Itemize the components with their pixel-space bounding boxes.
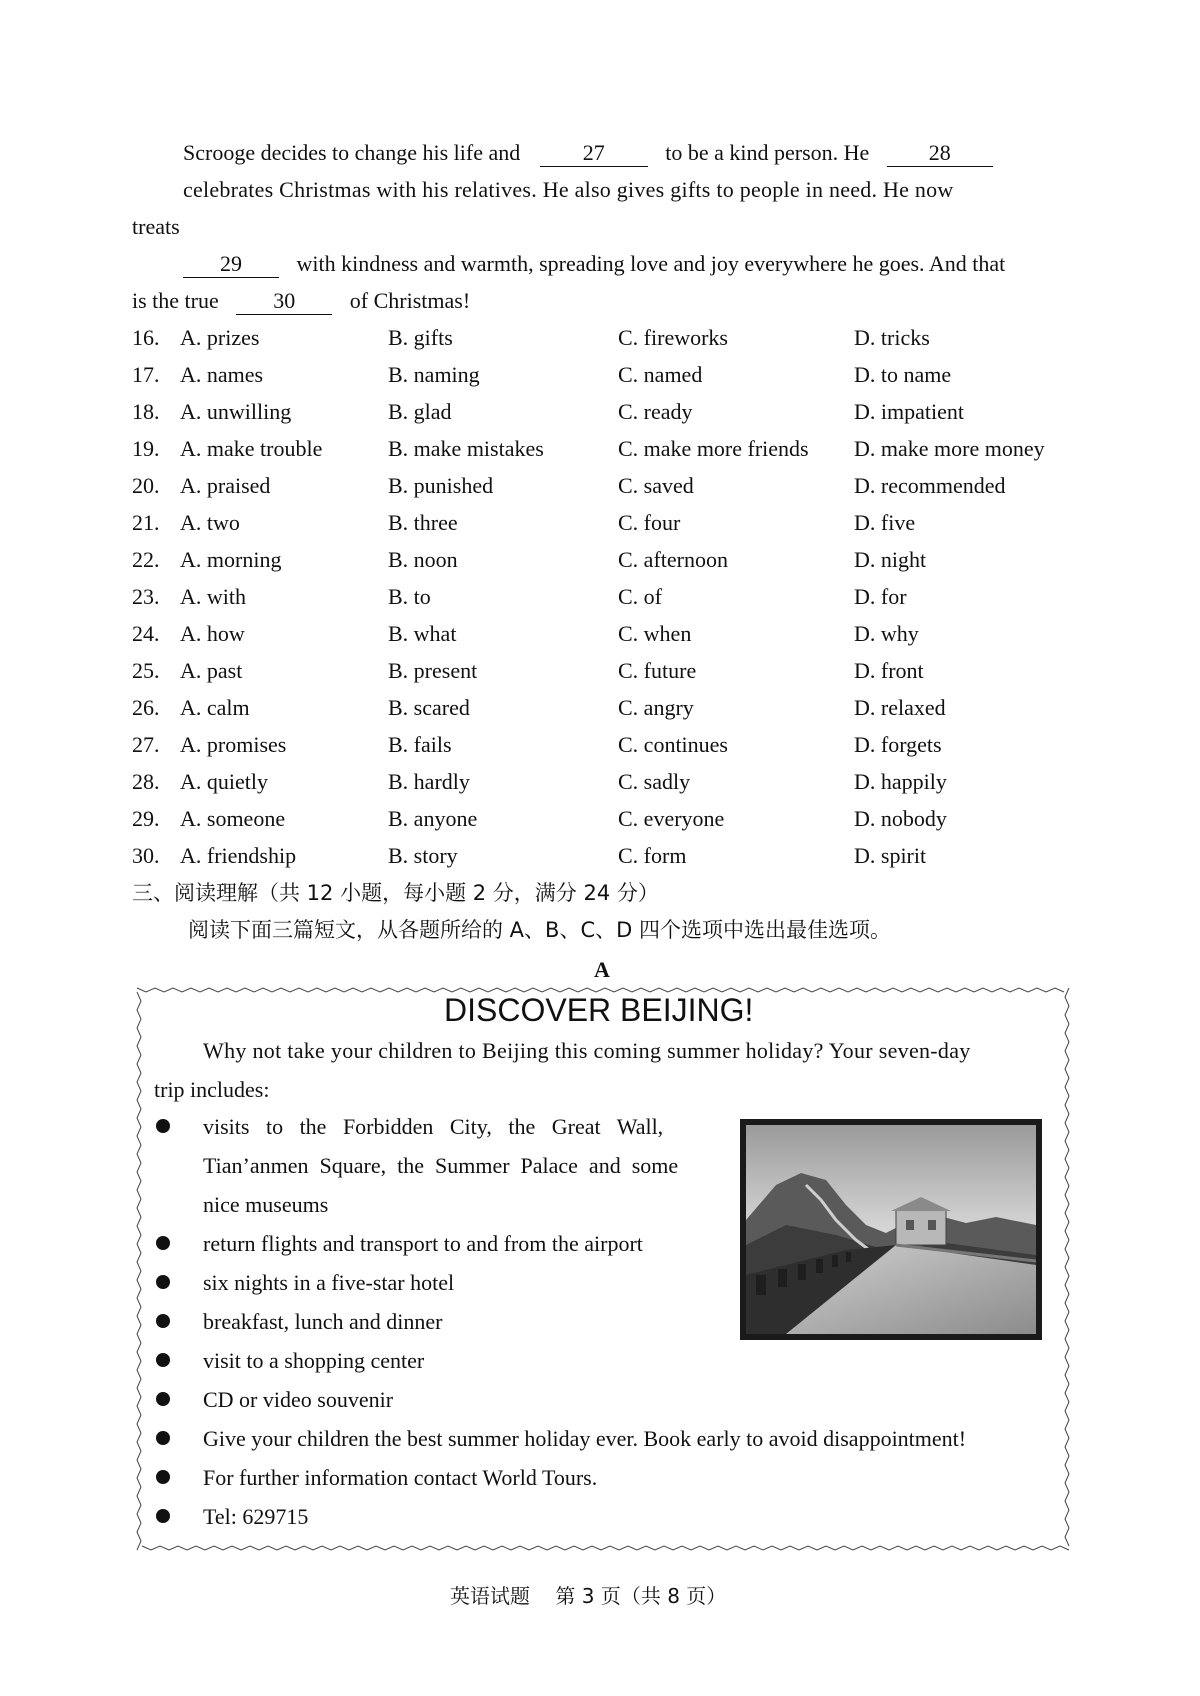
question-row [132, 804, 1092, 841]
ad-title: DISCOVER BEIJING! [444, 992, 754, 1028]
question-number: 16. [132, 325, 160, 350]
question-row [132, 323, 1092, 360]
question-row [132, 434, 1092, 471]
ad-visits-line-1: visits to the Forbidden City, the Great Wall, [203, 1114, 664, 1139]
option-d: D. make more money [854, 436, 1045, 461]
question-number: 28. [132, 769, 160, 794]
passage-text: to be a kind person. He [665, 140, 870, 165]
passage-line-2: celebrates Christmas with his relatives. He also gives gifts to people in need. He now [183, 177, 954, 202]
question-row [132, 397, 1092, 434]
question-number: 21. [132, 510, 160, 535]
bullet-icon [156, 1431, 170, 1445]
ad-bullet-item: Tel: 629715 [203, 1504, 309, 1529]
option-a: A. quietly [180, 769, 268, 794]
question-row [132, 841, 1092, 878]
option-d: D. spirit [854, 843, 927, 868]
ad-bullet-item: breakfast, lunch and dinner [203, 1309, 443, 1334]
question-row [132, 656, 1092, 693]
option-c: C. of [618, 584, 662, 609]
option-d: D. impatient [854, 399, 964, 424]
option-c: C. everyone [618, 806, 725, 831]
option-a: A. morning [180, 547, 282, 572]
option-b: B. present [388, 658, 478, 683]
option-a: A. how [180, 621, 245, 646]
option-c: C. afternoon [618, 547, 728, 572]
question-number: 20. [132, 473, 160, 498]
question-row [132, 619, 1092, 656]
ad-intro-line-1: Why not take your children to Beijing this coming summer holiday? Your seven-day [203, 1038, 971, 1063]
bullet-icon [156, 1392, 170, 1406]
option-a: A. someone [180, 806, 286, 831]
question-row [132, 582, 1092, 619]
option-c: C. continues [618, 732, 728, 757]
passage-text: of Christmas! [349, 288, 471, 313]
option-c: C. fireworks [618, 325, 728, 350]
passage-line-5 [132, 286, 470, 316]
question-row [132, 508, 1092, 545]
option-d: D. to name [854, 362, 952, 387]
ad-visits-line-3: nice museums [203, 1192, 329, 1217]
ad-bullet-item: CD or video souvenir [203, 1387, 394, 1412]
question-number: 29. [132, 806, 160, 831]
question-number: 19. [132, 436, 160, 461]
option-a: A. make trouble [180, 436, 323, 461]
option-b: B. noon [388, 547, 458, 572]
option-d: D. for [854, 584, 907, 609]
question-number: 27. [132, 732, 160, 757]
question-number: 23. [132, 584, 160, 609]
ad-bullet-item: Give your children the best summer holiday ever. Book early to avoid disappointment! [203, 1426, 967, 1451]
option-a: A. prizes [180, 325, 260, 350]
ad-bullet-item: For further information contact World Tours. [203, 1465, 598, 1490]
option-b: B. naming [388, 362, 480, 387]
bullet-icon [156, 1353, 170, 1367]
option-a: A. unwilling [180, 399, 292, 424]
question-number: 25. [132, 658, 160, 683]
passage-line-4 [183, 249, 1005, 279]
option-b: B. anyone [388, 806, 478, 831]
option-b: B. fails [388, 732, 452, 757]
bullet-icon [156, 1509, 170, 1523]
passage-text: is the true [132, 288, 219, 313]
option-d: D. nobody [854, 806, 947, 831]
option-c: C. make more friends [618, 436, 809, 461]
question-row [132, 730, 1092, 767]
passage-line-3: treats [132, 214, 180, 239]
section-instruction: 阅读下面三篇短文，从各题所给的 A、B、C、D 四个选项中选出最佳选项。 [188, 918, 891, 942]
passage-line-1 [183, 138, 993, 168]
question-number: 26. [132, 695, 160, 720]
page-footer: 英语试题 第 3 页（共 8 页） [450, 1584, 727, 1608]
option-a: A. praised [180, 473, 271, 498]
bullet-icon [156, 1314, 170, 1328]
option-b: B. scared [388, 695, 470, 720]
option-d: D. front [854, 658, 924, 683]
option-d: D. happily [854, 769, 947, 794]
option-d: D. recommended [854, 473, 1006, 498]
option-c: C. named [618, 362, 703, 387]
question-number: 24. [132, 621, 160, 646]
option-b: B. gifts [388, 325, 453, 350]
option-a: A. names [180, 362, 264, 387]
passage-text: Scrooge decides to change his life and [183, 140, 521, 165]
option-d: D. five [854, 510, 916, 535]
bullet-icon [156, 1275, 170, 1289]
option-c: C. when [618, 621, 692, 646]
option-c: C. angry [618, 695, 694, 720]
option-d: D. night [854, 547, 927, 572]
option-a: A. friendship [180, 843, 297, 868]
ad-bullet-item: six nights in a five-star hotel [203, 1270, 455, 1295]
blank-27: 27 [540, 140, 648, 167]
option-c: C. saved [618, 473, 694, 498]
option-c: C. form [618, 843, 687, 868]
option-d: D. tricks [854, 325, 930, 350]
blank-29: 29 [183, 251, 279, 278]
option-a: A. calm [180, 695, 250, 720]
option-a: A. two [180, 510, 240, 535]
option-b: B. hardly [388, 769, 470, 794]
option-b: B. three [388, 510, 458, 535]
great-wall-photo [740, 1119, 1042, 1340]
option-a: A. promises [180, 732, 287, 757]
question-row [132, 545, 1092, 582]
ad-bullet-item: visit to a shopping center [203, 1348, 425, 1373]
question-number: 17. [132, 362, 160, 387]
option-a: A. with [180, 584, 246, 609]
option-a: A. past [180, 658, 243, 683]
option-c: C. future [618, 658, 697, 683]
bullet-icon [156, 1119, 170, 1133]
option-c: C. sadly [618, 769, 691, 794]
option-d: D. why [854, 621, 919, 646]
option-c: C. four [618, 510, 681, 535]
passage-text: with kindness and warmth, spreading love and joy everywhere he goes. And that [296, 251, 1006, 276]
question-row [132, 693, 1092, 730]
ad-bullet-item: return flights and transport to and from the airport [203, 1231, 643, 1256]
question-number: 30. [132, 843, 160, 868]
question-row [132, 767, 1092, 804]
question-number: 18. [132, 399, 160, 424]
option-b: B. to [388, 584, 431, 609]
passage-label: A [594, 957, 610, 982]
question-row [132, 471, 1092, 508]
option-c: C. ready [618, 399, 693, 424]
blank-30: 30 [236, 288, 332, 315]
bullet-icon [156, 1236, 170, 1250]
option-b: B. punished [388, 473, 494, 498]
option-d: D. forgets [854, 732, 942, 757]
option-d: D. relaxed [854, 695, 946, 720]
blank-28: 28 [887, 140, 993, 167]
option-b: B. what [388, 621, 457, 646]
option-b: B. make mistakes [388, 436, 544, 461]
ad-visits-line-2: Tian’anmen Square, the Summer Palace and some [203, 1153, 679, 1178]
section-heading: 三、阅读理解（共 12 小题，每小题 2 分，满分 24 分） [132, 881, 659, 905]
option-b: B. story [388, 843, 458, 868]
ad-intro-line-2: trip includes: [154, 1077, 270, 1102]
bullet-icon [156, 1470, 170, 1484]
option-b: B. glad [388, 399, 452, 424]
question-row [132, 360, 1092, 397]
question-number: 22. [132, 547, 160, 572]
